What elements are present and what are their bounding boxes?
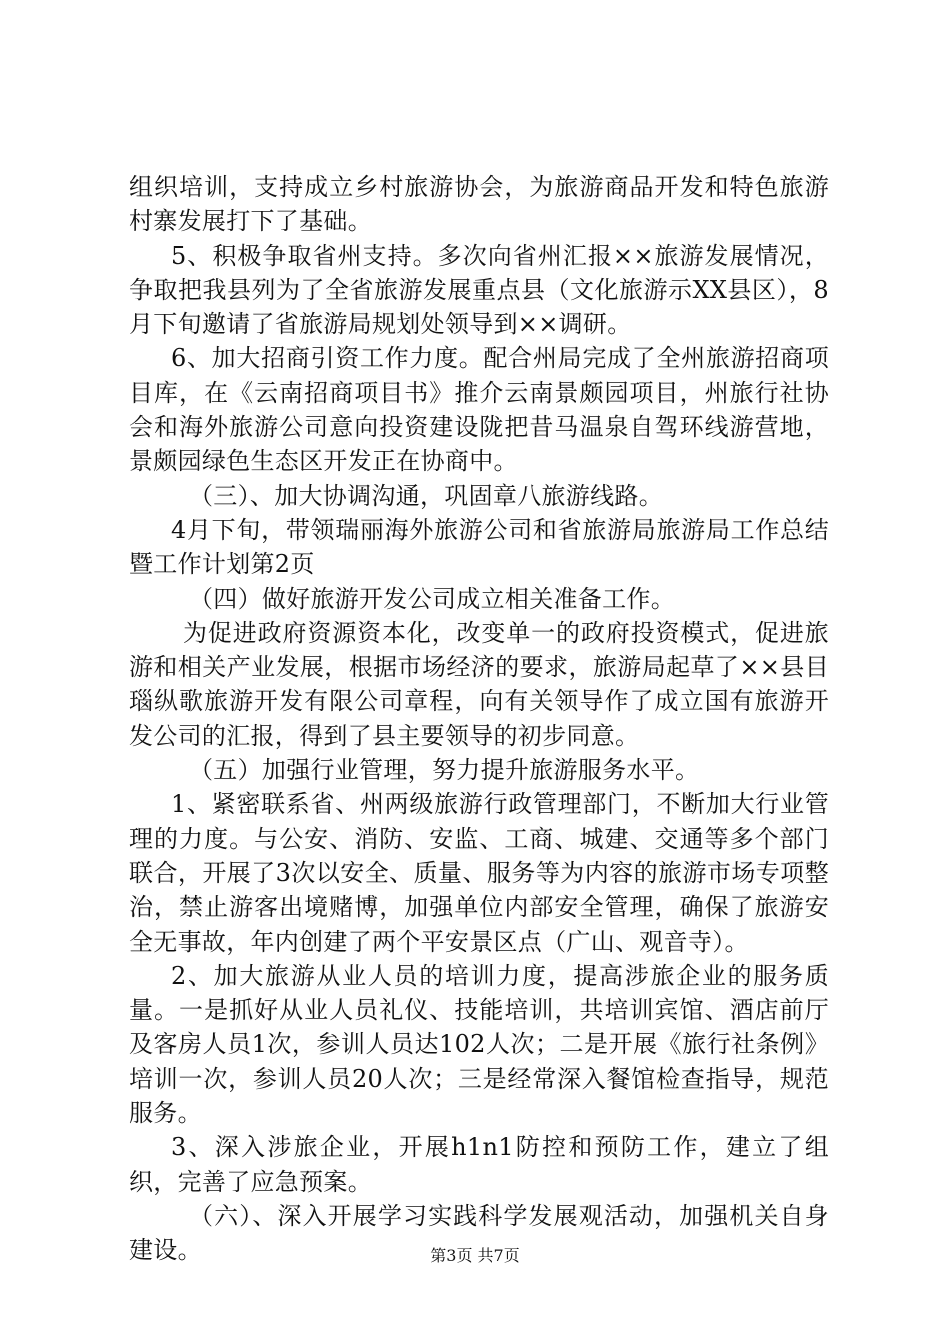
paragraph-8: 3、深入涉旅企业，开展h1n1防控和预防工作，建立了组织，完善了应急预案。 xyxy=(129,1133,829,1196)
paragraph-3: 6、加大招商引资工作力度。配合州局完成了全州旅游招商项目库，在《云南招商项目书》推介云南景颇园项目，州旅行社协会和海外旅游公司意向投资建设陇把昔马温泉自驾环线游营地，景颇园绿色生态区开发正在协商中。 xyxy=(129,344,829,476)
paragraph-1: 组织培训，支持成立乡村旅游协会，为旅游商品开发和特色旅游村寨发展打下了基础。 xyxy=(129,173,829,236)
section-heading-6: （六）、深入开展学习实践科学发展观活动，加强机关自身建设。 xyxy=(129,1201,829,1265)
section-heading-3: （三）、加大协调沟通，巩固章八旅游线路。 xyxy=(189,481,663,510)
paragraph-6: 1、紧密联系省、州两级旅游行政管理部门，不断加大行业管理的力度。与公安、消防、安监、工商、城建、交通等多个部门联合，开展了3次以安全、质量、服务等为内容的旅游市场专项整治，禁止游客出境赌博，加强单位内部安全管理，确保了旅游安全无事故，年内创建了两个平安景区点（广山、观音寺）。 xyxy=(129,790,829,956)
paragraph-4: 4月下旬，带领瑞丽海外旅游公司和省旅游局旅游局工作总结暨工作计划第2页 xyxy=(129,515,829,579)
section-heading-5: （五）加强行业管理，努力提升旅游服务水平。 xyxy=(189,756,700,785)
page-footer: 第3页 共7页 xyxy=(430,1246,520,1265)
paragraph-5: 为促进政府资源资本化，改变单一的政府投资模式，促进旅游和相关产业发展，根据市场经济的要求，旅游局起草了××县目瑙纵歌旅游开发有限公司章程，向有关领导作了成立国有旅游开发公司的汇报，得到了县主要领导的初步同意。 xyxy=(129,618,829,750)
document-body xyxy=(129,170,829,1268)
paragraph-7: 2、加大旅游从业人员的培训力度，提高涉旅企业的服务质量。一是抓好从业人员礼仪、技能培训，共培训宾馆、酒店前厅及客房人员1次，参训人员达102人次；二是开展《旅行社条例》培训一次，参训人员20人次；三是经常深入餐馆检查指导，规范服务。 xyxy=(129,961,829,1128)
paragraph-2: 5、积极争取省州支持。多次向省州汇报××旅游发展情况，争取把我县列为了全省旅游发展重点县（文化旅游示XX县区），8月下旬邀请了省旅游局规划处领导到××调研。 xyxy=(129,241,829,339)
section-heading-4: （四）做好旅游开发公司成立相关准备工作。 xyxy=(189,584,675,613)
